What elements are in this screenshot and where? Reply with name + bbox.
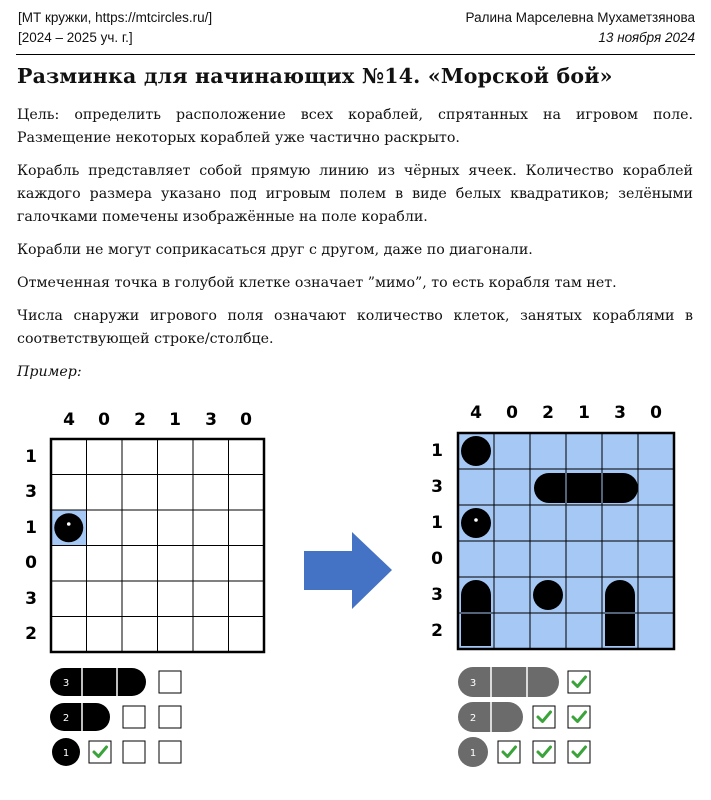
dot-icon [474,518,478,522]
col-clue: 0 [240,410,252,430]
fleet-legend [50,668,181,766]
row-clue: 1 [431,441,443,461]
row-clues [431,441,443,641]
row-clue: 3 [431,585,443,605]
row-clue: 3 [25,589,37,609]
header-right [466,8,695,48]
col-clue: 0 [506,403,518,423]
ship-single [54,513,83,542]
row-clue: 0 [431,549,443,569]
row-clue: 2 [25,624,37,644]
grid-lines [51,439,264,652]
fleet-size-label: 3 [469,678,477,689]
example-figure [0,395,711,800]
row-clue: 1 [25,518,37,538]
col-clue: 2 [134,410,146,430]
header-org: [МТ кружки, https://mtcircles.ru/] [18,10,213,25]
row-clue: 3 [431,477,443,497]
fleet-size-label: 2 [62,713,70,724]
page-title: Разминка для начинающих №14. «Морской бой» [17,64,613,88]
col-clue: 0 [650,403,662,423]
paragraph-clues: Числа снаружи игрового поля означают количество клеток, занятых кораблями в соответствующей строке/столбце. [17,308,693,347]
col-clue: 1 [169,410,181,430]
paragraph-ships: Корабль представляет собой прямую линию из чёрных ячеек. Количество кораблей каждого размера указано под игровым полем в виде белых квадратиков; зелёными галочками помечены изображённые на поле корабли. [17,163,693,225]
row-clue: 2 [431,621,443,641]
check-icon [568,706,590,728]
check-icon [498,741,520,763]
check-icon [568,671,590,693]
fleet-legend [458,667,590,767]
fleet-size-label: 1 [62,748,70,759]
fleet-size-label: 1 [469,748,477,759]
col-clue: 4 [63,410,75,430]
example-label: Пример: [17,364,82,380]
ship-single [533,580,563,610]
dot-icon [67,522,71,526]
header-author: Ралина Марселевна Мухаметзянова [465,10,695,25]
header-year: [2024 – 2025 уч. г.] [18,30,133,45]
col-clue: 2 [542,403,554,423]
row-clues [25,447,37,644]
row-clue: 1 [431,513,443,533]
row-clue: 1 [25,447,37,467]
col-clue: 3 [614,403,626,423]
ship-horizontal-3 [534,473,638,503]
check-icon [89,741,111,763]
puzzle-solved [431,403,674,767]
col-clue: 1 [578,403,590,423]
header-divider [16,54,695,55]
fleet-size-label: 3 [62,678,70,689]
col-clue: 3 [205,410,217,430]
paragraph-miss: Отмеченная точка в голубой клетке означает ”мимо”, то есть корабля там нет. [17,275,617,291]
ship-single [461,508,491,538]
fleet-size-label: 2 [469,713,477,724]
row-clue: 3 [25,482,37,502]
column-clues [470,403,662,423]
fleet-ship-2 [50,703,110,731]
check-icon [568,741,590,763]
check-icon [533,741,555,763]
right-arrow-icon [304,532,392,609]
col-clue: 0 [98,410,110,430]
check-icon [533,706,555,728]
paragraph-no-touch: Корабли не могут соприкасаться друг с другом, даже по диагонали. [17,242,533,258]
rules-text [17,104,693,394]
header-date: 13 ноября 2024 [598,30,695,45]
header-left [18,8,212,48]
col-clue: 4 [470,403,482,423]
row-clue: 0 [25,553,37,573]
column-clues [63,410,252,430]
paragraph-goal: Цель: определить расположение всех кораблей, спрятанных на игровом поле. Размещение некоторых кораблей уже частично раскрыто. [17,107,693,146]
ship-single [461,436,491,466]
puzzle-unsolved [25,410,264,766]
